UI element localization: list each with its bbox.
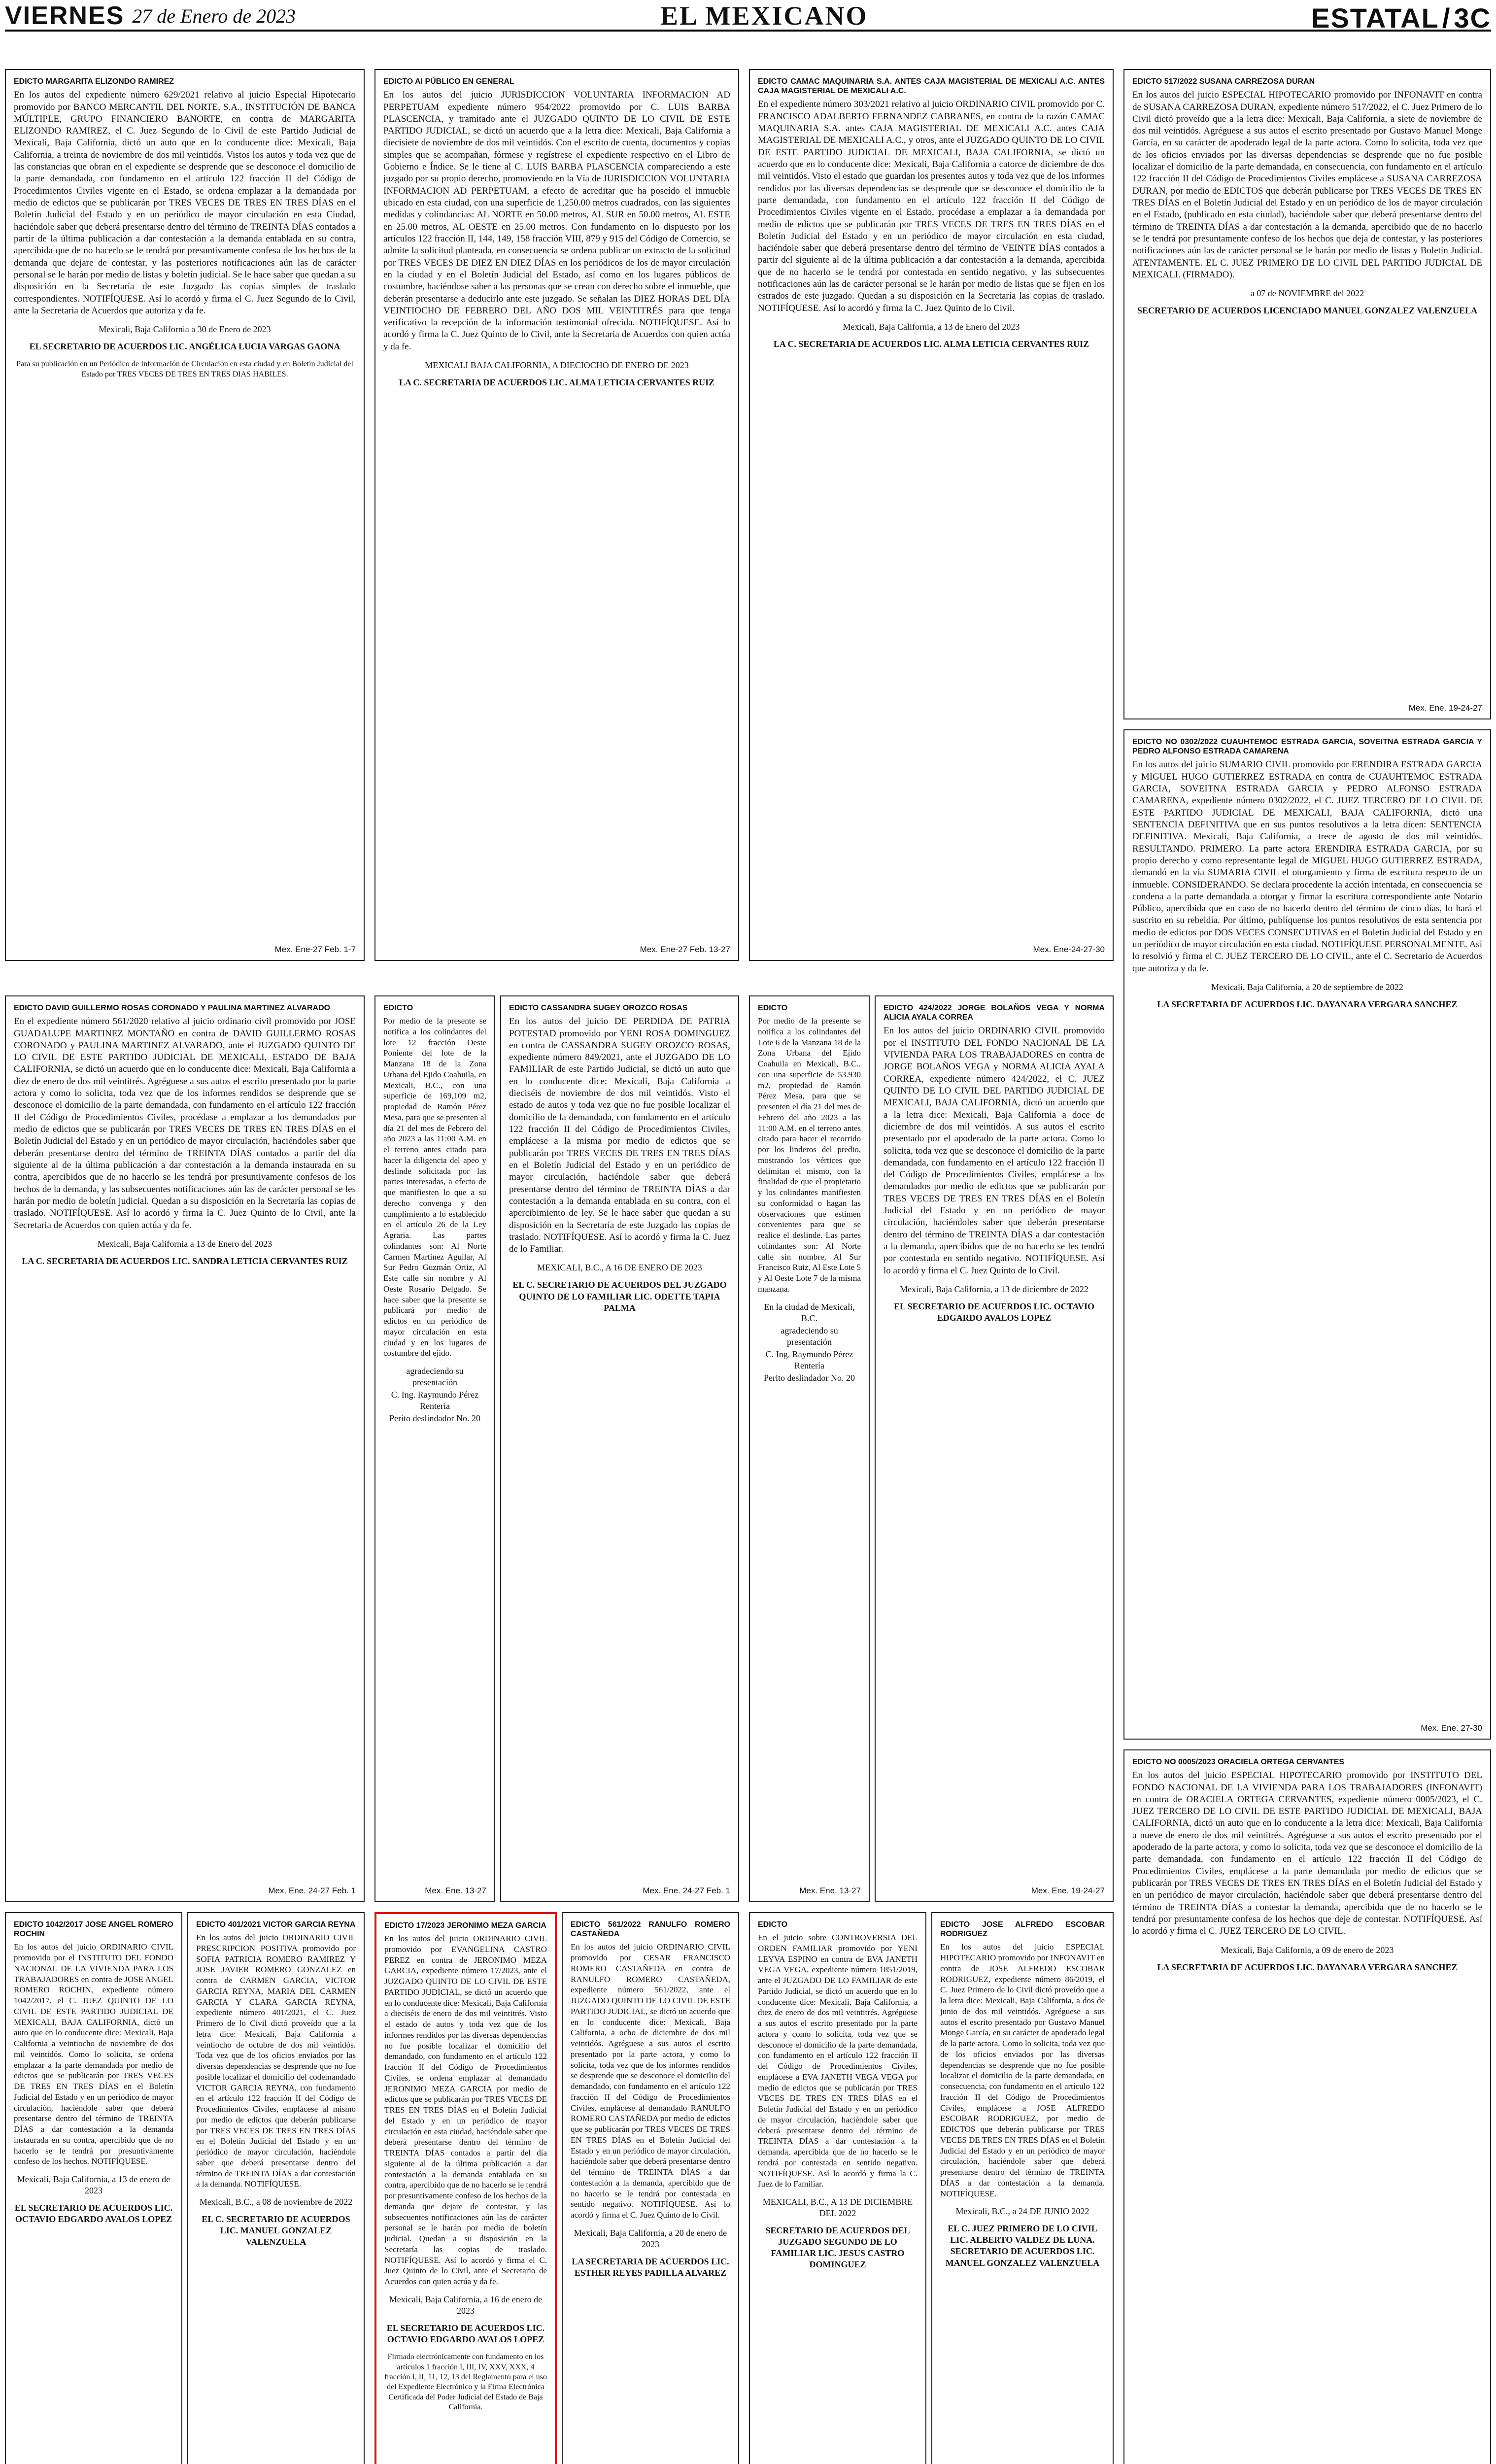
notice-publication-ref: Mex. Ene-24-27-30 bbox=[1033, 945, 1105, 955]
notice-body: En los autos del juicio ORDINARIO CIVIL promovido por el INSTITUTO DEL FONDO NACIONAL DE LA VIVIENDA PARA LOS TRABAJADORES en contra de JOSE ANGEL ROMERO ROCHIN, expediente número 1042/2017, el C. JUEZ QUINTO DE LO CIVIL DE ESTE PARTIDO JUDICIAL DE MEXICALI, BAJA CALIFORNIA, dictó un auto que en lo conducente dice: Mexicali, Baja California a veintiocho de noviembre de dos mil veintidós. Como lo solicita, se ordena emplazar a la parte demandada por medio de edictos que se publicarán por TRES VECES DE TRES EN TRES DÍAS en el Boletín Judicial del Estado y en un periódico de mayor circulación, haciéndole saber que deberá presentarse dentro del término de TREINTA DÍAS a dar contestación a la demanda instaurada en su contra, apercibido que de no hacerlo se le tendrá por presuntivamente confeso de los hechos. NOTIFÍQUESE. bbox=[14, 1942, 173, 2166]
notice-heading: EDICTO AI PÚBLICO EN GENERAL bbox=[383, 77, 514, 86]
notice-body: En los autos del juicio ORDINARIO CIVIL promovido por CESAR FRANCISCO ROMERO CASTAÑEDA en contra de RANULFO ROMERO CASTAÑEDA, expediente número 561/2022, ante el JUZGADO QUINTO DE LO CIVIL DE ESTE PARTIDO JUDICIAL, se dictó un acuerdo que en lo conducente dice: Mexicali, Baja California, a ocho de diciembre de dos mil veintidós. Agréguese a sus autos el escrito presentado por la parte actora, y como lo solicita, toda vez que de los informes rendidos se desprende que se desconoce el domicilio del demandado, con fundamento en el artículo 122 fracción II del Código de Procedimientos Civiles, emplácese al demandado RANULFO ROMERO CASTAÑEDA por medio de edictos que se publicarán por TRES VECES DE TRES EN TRES DÍAS en el Boletín Judicial del Estado y en un periódico de mayor circulación, haciéndole saber que deberá presentarse dentro del término de TREINTA DÍAS a dar contestación a la demanda, apercibido que de no hacerlo se le tendrá por contestada en sentido negativo. NOTIFÍQUESE. Así lo acordó y firma el C. Juez Quinto de lo Civil. bbox=[571, 1942, 730, 2220]
notice-closing-line: a 07 de NOVIEMBRE del 2022 bbox=[1250, 288, 1364, 299]
notice-publication-ref: Mex. Ene-27 Feb. 1-7 bbox=[274, 945, 356, 955]
notice-body: En los autos del juicio ORDINARIO CIVIL promovido por el INSTITUTO DEL FONDO NACIONAL DE LA VIVIENDA PARA LOS TRABAJADORES en contra de JORGE BOLAÑOS VEGA y NORMA ALICIA AYALA CORREA, expediente número 424/2022, el C. JUEZ QUINTO DE LO CIVIL DEL PARTIDO JUDICIAL DE MEXICALI, BAJA CALIFORNIA, dictó un acuerdo que a la letra dice: Mexicali, Baja California a doce de diciembre de dos mil veintidós. A sus autos el escrito presentado por el apoderado de la parte actora. Como lo solicita, toda vez que se desconoce el domicilio de la parte demandada, con fundamento en el artículo 122 fracción II del Código de Procedimientos Civiles, emplácese a los demandados por medio de edictos que se publicarán por TRES VECES DE TRES EN TRES DÍAS en el Boletín Judicial del Estado y en un periódico de mayor circulación, haciéndoles saber que deberán presentarse dentro del término de TREINTA DÍAS a dar contestación a la demanda, apercibidos que de no hacerlo se les tendrá por contestada en sentido negativo. NOTIFÍQUESE. Así lo acordó y firma el C. Juez Quinto de lo Civil. bbox=[884, 1026, 1105, 1276]
notice-closing bbox=[1132, 288, 1482, 299]
notice-closing-line: Mexicali, Baja California, a 13 de enero de 2023 bbox=[17, 2174, 170, 2196]
notice-closing-line: Perito deslindador No. 20 bbox=[764, 1372, 855, 1383]
notice-heading: EDICTO 424/2022 JORGE BOLAÑOS VEGA Y NORMA ALICIA AYALA CORREA bbox=[884, 1004, 1105, 1022]
notice-body: En los autos del expediente número 629/2021 relativo al juicio Especial Hipotecario promovido por BANCO MERCANTIL DEL NORTE, S.A., INSTITUCIÓN DE BANCA MÚLTIPLE, GRUPO FINANCIERO BANORTE, en contra de MARGARITA ELIZONDO RAMIREZ, el C. Juez Segundo de lo Civil de este Partido Judicial de Mexicali, Baja California, dictó un auto que en lo conducente dice: Mexicali, Baja California, a treinta de noviembre de dos mil veintidós. Vistos los autos y toda vez que de las constancias que obran en el expediente se desprende que se desconoce el domicilio de la parte demandada, con fundamento en el artículo 122 fracción II del Código de Procedimientos Civiles vigente en el Estado, se ordena emplazar a la demandada por medio de edictos que se publicarán por TRES VECES DE TRES EN TRES DÍAS en el Boletín Judicial del Estado y en un periódico de mayor circulación en esta Ciudad, haciéndole saber que deberá presentarse dentro del término de TREINTA DÍAS contados a partir de la última publicación a dar contestación a la demanda entablada en su contra, apercibida que de no hacerlo se le tendrá por presuntivamente confesa de los hechos de la demanda que dejare de contestar, y las posteriores notificaciones aún las de carácter personal se le harán por medio de listas y boletín judicial. Se le hace saber que quedan a su disposición en la Secretaría de este Juzgado las copias simples de traslado correspondientes. NOTIFÍQUESE. Así lo acordó y firma el C. Juez Segundo de lo Civil, ante la Secretaria de Acuerdos que autoriza y da fe. bbox=[14, 90, 356, 316]
notice-signature: SECRETARIO DE ACUERDOS DEL JUZGADO SEGUNDO DE LO FAMILIAR LIC. JESUS CASTRO DOMINGUEZ bbox=[765, 2225, 910, 2270]
notice-closing bbox=[14, 2174, 173, 2196]
legal-notice bbox=[875, 995, 1114, 1902]
notice-publication-ref: Mex. Ene. 24-27 Feb. 1 bbox=[268, 1886, 356, 1896]
notice-closing-line: agradeciendo su presentación bbox=[406, 1366, 464, 1388]
notice-publication-ref: Mex. Ene-27 Feb. 13-27 bbox=[640, 945, 730, 955]
page-number: 3C bbox=[1454, 2, 1491, 34]
notice-heading: EDICTO 401/2021 VICTOR GARCIA REYNA bbox=[196, 1920, 356, 1929]
notice-heading: EDICTO 1042/2017 JOSE ANGEL ROMERO ROCHIN bbox=[14, 1920, 173, 1939]
legal-notice bbox=[1123, 1749, 1491, 2464]
notice-closing bbox=[571, 2227, 730, 2250]
notice-closing bbox=[384, 2294, 547, 2317]
notice-closing bbox=[940, 2206, 1105, 2217]
notice-closing bbox=[14, 324, 356, 335]
notice-heading: EDICTO DAVID GUILLERMO ROSAS CORONADO Y PAULINA MARTINEZ ALVARADO bbox=[14, 1004, 331, 1012]
notice-heading: EDICTO NO 0302/2022 CUAUHTEMOC ESTRADA GARCIA, SOVEITNA ESTRADA GARCIA Y PEDRO ALFONSO ESTRADA CAMARENA bbox=[1132, 738, 1482, 756]
notice-closing-line: MEXICALI, B.C., A 13 DE DICIEMBRE DEL 2022 bbox=[762, 2197, 913, 2219]
notice-closing-line: En la ciudad de Mexicali, B.C. bbox=[764, 1301, 855, 1323]
notice-closing-line: Mexicali, B.C., a 24 DE JUNIO 2022 bbox=[955, 2206, 1089, 2217]
notice-body: En los autos del juicio ESPECIAL HIPOTECARIO promovido por INFONAVIT en contra de JOSE ALFREDO ESCOBAR RODRIGUEZ, expediente número 86/2019, el C. Juez Primero de lo Civil dictó proveído que a la letra dice: Mexicali, Baja California, a dos de junio de dos mil veintidós. Agréguese a sus autos el escrito presentado por Gustavo Manuel Monge García, en su carácter de apoderado legal de la parte actora. Como lo solicita, toda vez que de los oficios enviados por las diversas dependencias se desprende que no fue posible localizar el domicilio de la parte demandada, en consecuencia, con fundamento en el artículo 122 fracción II del Código de Procedimientos Civiles, emplácese a JOSE ALFREDO ESCOBAR RODRIGUEZ, por medio de EDICTOS que deberán publicarse por TRES VECES DE TRES EN TRES DÍAS en el Boletín Judicial del Estado y en un periódico de mayor circulación, haciéndole saber que deberá presentarse dentro del término de TREINTA DÍAS a dar contestación a la demanda. NOTIFÍQUESE. bbox=[940, 1942, 1105, 2198]
notice-body: En los autos del juicio ORDINARIO CIVIL promovido por EVANGELINA CASTRO PEREZ en contra de JERONIMO MEZA GARCIA, expediente número 17/2023, ante el JUZGADO QUINTO DE LO CIVIL DE ESTE PARTIDO JUDICIAL, se dictó un acuerdo que en lo conducente dice: Mexicali, Baja California a dieciséis de enero de dos mil veintitrés. Visto el estado de autos y toda vez que de los informes rendidos por las diversas dependencias no fue posible localizar el domicilio del demandado, con fundamento en el artículo 122 fracción II del Código de Procedimientos Civiles, se ordena emplazar al demandado JERONIMO MEZA GARCIA por medio de edictos que se publicarán por TRES VECES DE TRES EN TRES DÍAS en el Boletín Judicial del Estado y en un periódico de mayor circulación en esta ciudad, haciéndole saber que deberá presentarse dentro del término de TREINTA DÍAS contados a partir del día siguiente al de la última publicación a dar contestación a la demanda entablada en su contra, apercibido que de no hacerlo se le tendrá por presuntivamente confeso de los hechos de la demanda que dejare de contestar, y las subsecuentes notificaciones aún las de carácter personal se le harán por medio de boletín judicial. Quedan a su disposición en la Secretaría las copias de traslado. NOTIFÍQUESE. Así lo acordó y firma el C. Juez Quinto de lo Civil, ante el Secretario de Acuerdos con quien actúa y da fe. bbox=[384, 1934, 547, 2287]
notice-extra: Para su publicación en un Periódico de Información de Circulación en esta ciudad y en Boletín Judicial del Estado por TRES VECES DE TRES EN TRES DIAS HABILES. bbox=[16, 360, 353, 378]
legal-notice bbox=[374, 1912, 557, 2464]
notice-body: En el expediente número 303/2021 relativo al juicio ORDINARIO CIVIL promovido por C. FRANCISCO ADALBERTO FERNANDEZ CABRANES, en contra de la razón CAMAC MAQUINARIA S.A. antes CAJA MAGISTERIAL DE MEXICALI A.C. antes CAJA MAGISTERIAL DE MEXICALI A.C., y otros, ante el JUZGADO QUINTO DE LO CIVIL DE ESTE PARTIDO JUDICIAL DE MEXICALI, BAJA CALIFORNIA, se dictó un acuerdo que en lo conducente dice: Mexicali, Baja California a catorce de diciembre de dos mil veintidós. Visto el estado que guardan los presentes autos y toda vez que de los informes rendidos por las diversas dependencias se desprende que se desconoce el domicilio de la parte demandada, con fundamento en el artículo 122 fracción II del Código de Procedimientos Civiles vigente en el Estado, procédase a emplazar a la demandada por medio de edictos que se publicarán por TRES VECES DE TRES EN TRES DÍAS en el Boletín Judicial del Estado y en un periódico de mayor circulación en esta ciudad, haciéndole saber que deberá presentarse dentro del término de VEINTE DÍAS contados a partir del siguiente al de la última publicación a dar contestación a la demanda, apercibida que de no hacerlo se le tendrá por contestada en sentido negativo, y las subsecuentes notificaciones aún las de carácter personal se le harán por medio de listas que se fijen en los estrados de este juzgado. Quedan a su disposición en la Secretaría las copias de traslado. NOTIFÍQUESE. Así lo acordó y firma la C. Juez Quinto de lo Civil. bbox=[758, 99, 1105, 313]
notice-closing-line: Mexicali, Baja California a 13 de Enero del 2023 bbox=[97, 1238, 272, 1249]
notice-heading: EDICTO 17/2023 JERONIMO MEZA GARCIA bbox=[384, 1921, 546, 1930]
legal-notice bbox=[931, 1912, 1114, 2464]
notice-closing bbox=[14, 1238, 356, 1250]
notice-extra: Firmado electrónicamente con fundamento en los artículos 1 fracción I, III, IV, XXV, XXX, 4 fracción I, II, 11, 12, 13 del Reglamento para el uso del Expediente Electrónico y la Firma Electrónica Certificada del Poder Judicial del Estado de Baja California. bbox=[384, 2353, 547, 2412]
notice-signature: EL SECRETARIO DE ACUERDOS LIC. OCTAVIO EDGARDO AVALOS LOPEZ bbox=[14, 2203, 173, 2224]
legal-notice bbox=[1123, 69, 1491, 719]
legal-notice bbox=[5, 69, 365, 961]
notice-closing-line: Mexicali, Baja California, a 13 de diciembre de 2022 bbox=[900, 1284, 1088, 1294]
notice-closing bbox=[758, 1301, 861, 1384]
notice-heading: EDICTO CAMAC MAQUINARIA S.A. ANTES CAJA MAGISTERIAL DE MEXICALI A.C. ANTES CAJA MAGISTERIAL DE MEXICALI A.C. bbox=[758, 77, 1105, 96]
notice-closing-line: MEXICALI BAJA CALIFORNIA, A DIECIOCHO DE ENERO DE 2023 bbox=[425, 360, 689, 371]
legal-notice bbox=[749, 1912, 926, 2464]
notice-heading: EDICTO CASSANDRA SUGEY OROZCO ROSAS bbox=[509, 1004, 688, 1012]
legal-notice bbox=[5, 1912, 182, 2464]
notice-closing-line: agradeciendo su presentación bbox=[781, 1325, 838, 1347]
notice-signature: EL C. JUEZ PRIMERO DE LO CIVIL LIC. ALBERTO VALDEZ DE LUNA. SECRETARIO DE ACUERDOS LIC. MANUEL GONZALEZ VALENZUELA bbox=[945, 2224, 1100, 2268]
notice-publication-ref: Mex. Ene. 19-24-27 bbox=[1408, 703, 1482, 713]
notice-heading: EDICTO MARGARITA ELIZONDO RAMIREZ bbox=[14, 77, 174, 86]
notice-closing-line: C. Ing. Raymundo Pérez Rentería bbox=[391, 1390, 479, 1411]
notice-closing-line: Mexicali, Baja California a 30 de Enero de 2023 bbox=[99, 324, 271, 335]
section-name: ESTATAL bbox=[1311, 2, 1439, 34]
notice-body: En los autos del juicio SUMARIO CIVIL promovido por ERENDIRA ESTRADA GARCIA y MIGUEL HUGO GUTIERREZ ESTRADA en contra de CUAUHTEMOC ESTRADA GARCIA, SOVEITNA ESTRADA GARCIA y PEDRO ALFONSO ESTRADA CAMARENA, expediente número 0302/2022, el C. JUEZ TERCERO DE LO CIVIL DE ESTE PARTIDO JUDICIAL DE MEXICALI, BAJA CALIFORNIA, dictó una SENTENCIA DEFINITIVA que en sus puntos resolutivos a la letra dicen: SENTENCIA DEFINITIVA. Mexicali, Baja California, a trece de agosto de dos mil veintidós. RESULTANDO. PRIMERO. La parte actora ERENDIRA ESTRADA GARCIA, por su propio derecho y como representante legal de MIGUEL HUGO GUTIERREZ ESTRADA, demandó en la vía SUMARIA CIVIL el otorgamiento y firma de escritura respecto de un inmueble. CONSIDERANDO. Se declara procedente la acción intentada, en consecuencia se condena a la parte demandada a otorgar y firmar la escritura correspondiente ante Notario Público, apercibida que en caso de no hacerlo dentro del término de cinco días, lo hará el suscrito en su rebeldía. Por último, publíquense los puntos resolutivos de esta sentencia por medio de edictos por DOS VECES CONSECUTIVAS en el Boletín Judicial del Estado y en un periódico de mayor circulación en esta ciudad. NOTIFÍQUESE PERSONALMENTE. Así lo resolvió y firma el C. JUEZ TERCERO DE LO CIVIL, ante el C. Secretario de Acuerdos que autoriza y da fe. bbox=[1132, 759, 1482, 974]
legal-notice bbox=[187, 1912, 365, 2464]
notice-closing-line: Mexicali, B.C., a 08 de noviembre de 2022 bbox=[199, 2197, 353, 2207]
notice-closing-line: Mexicali, Baja California, a 09 de enero de 2023 bbox=[1221, 1945, 1394, 1955]
notice-body: Por medio de la presente se notifica a los colindantes del lote 12 fracción Oeste Poniente del lote de la Manzana 18 de la Zona Urbana del Ejido Coahuila, en Mexicali, B.C., con una superficie de 169,109 m2, propiedad de Ramón Pérez Mesa, para que se presenten al día 21 del mes de Febrero del año 2023 a las 11:00 A.M. en el terreno antes citado para hacer la diligencia del apeo y deslinde solicitada por las partes interesadas, a efecto de que manifiesten lo que a su derecho convenga y den cumplimiento a lo establecido en el artículo 26 de la Ley Agraria. Las partes colindantes son: Al Norte Carmen Martínez Aguilar, Al Sur Pedro Guzmán Ortiz, Al Este calle sin nombre y Al Oeste Rosario Delgado. Se hace saber que la presente se publicará por medio de edictos en un periódico de mayor circulación en esta ciudad y en los lugares de costumbre del ejido. bbox=[383, 1016, 486, 1358]
notice-body: En los autos del juicio ESPECIAL HIPOTECARIO promovido por INSTITUTO DEL FONDO NACIONAL DE LA VIVIENDA PARA LOS TRABAJADORES (INFONAVIT) en contra de ORACIELA ORTEGA CERVANTES, expediente número 0005/2023, el C. JUEZ TERCERO DE LO CIVIL DE ESTE PARTIDO JUDICIAL DE MEXICALI, BAJA CALIFORNIA, dictó un auto que en lo conducente a la letra dice: Mexicali, Baja California a nueve de enero de dos mil veintitrés. Agréguese a sus autos el escrito presentado por el apoderado de la parte actora, y como lo solicita, toda vez que se desconoce el domicilio de la parte demandada, con fundamento en el artículo 122 fracción II del Código de Procedimientos Civiles, emplácese a la parte demandada por medio de edictos que se publicarán por TRES VECES DE TRES EN TRES DÍAS en el Boletín Judicial del Estado y en un periódico de mayor circulación, haciéndole saber que deberá presentarse dentro del término de TREINTA DÍAS a contestar la demanda, apercibida que de no hacerlo se le tendrá por presuntamente confesa de los hechos que deje de contestar. NOTIFÍQUESE. Así lo acordó y firma el C. JUEZ TERCERO DE LO CIVIL. bbox=[1132, 1770, 1482, 1937]
notice-signature: LA C. SECRETARIA DE ACUERDOS LIC. SANDRA LETICIA CERVANTES RUIZ bbox=[22, 1256, 348, 1266]
notice-closing bbox=[758, 2196, 918, 2219]
notice-signature: SECRETARIO DE ACUERDOS LICENCIADO MANUEL GONZALEZ VALENZUELA bbox=[1137, 306, 1478, 316]
masthead-section: ESTATAL / 3C bbox=[1311, 2, 1491, 34]
notice-signature: LA C. SECRETARIA DE ACUERDOS LIC. ALMA LETICIA CERVANTES RUIZ bbox=[773, 339, 1089, 349]
notice-heading: EDICTO bbox=[758, 1920, 788, 1929]
notice-signature: EL SECRETARIO DE ACUERDOS LIC. ANGÉLICA LUCIA VARGAS GAONA bbox=[29, 342, 340, 352]
notice-signature: EL C. SECRETARIO DE ACUERDOS DEL JUZGADO QUINTO DE LO FAMILIAR LIC. ODETTE TAPIA PALMA bbox=[512, 1280, 727, 1313]
notice-closing-line: Mexicali, Baja California, a 13 de Enero del 2023 bbox=[843, 322, 1020, 332]
notice-closing bbox=[758, 321, 1105, 333]
notice-signature: EL SECRETARIO DE ACUERDOS LIC. OCTAVIO EDGARDO AVALOS LOPEZ bbox=[893, 1301, 1095, 1323]
masthead bbox=[5, 2, 1491, 32]
legal-notice bbox=[749, 995, 870, 1902]
notice-body: En el juicio sobre CONTROVERSIA DEL ORDEN FAMILIAR promovido por YENI LEYVA ESPINO en contra de EVA JANETH VEGA VEGA, expediente número 1851/2019, ante el JUZGADO DE LO FAMILIAR de este Partido Judicial, se dictó un acuerdo que en lo conducente dice: Mexicali, Baja California, a diez de enero de dos mil veintitrés. Agréguese a sus autos el escrito presentado por la parte actora y como lo solicita, toda vez que se desconoce el domicilio de la parte demandada, con fundamento en el artículo 122 fracción II del Código de Procedimientos Civiles, emplácese a EVA JANETH VEGA VEGA por medio de edictos que se publicarán por TRES VECES DE TRES EN TRES DÍAS en el Boletín Judicial del Estado y en un periódico de mayor circulación, haciéndole saber que deberá presentarse dentro del término de TREINTA DÍAS a dar contestación a la demanda, apercibida que de no hacerlo se le tendrá por contestada en sentido negativo. NOTIFÍQUESE. Así lo acordó y firma la C. Juez de lo Familiar. bbox=[758, 1933, 918, 2189]
legal-notice bbox=[749, 69, 1114, 961]
legal-notice bbox=[374, 995, 495, 1902]
notice-publication-ref: Mex. Ene. 27-30 bbox=[1421, 1723, 1482, 1733]
notice-signature: LA C. SECRETARIA DE ACUERDOS LIC. ALMA LETICIA CERVANTES RUIZ bbox=[399, 377, 715, 388]
legal-notice bbox=[500, 995, 739, 1902]
notice-heading: EDICTO bbox=[758, 1004, 788, 1012]
notice-closing bbox=[196, 2196, 356, 2208]
notice-signature: LA SECRETARIA DE ACUERDOS LIC. DAYANARA VERGARA SANCHEZ bbox=[1157, 999, 1458, 1010]
legal-notice bbox=[374, 69, 739, 961]
notice-heading: EDICTO 561/2022 RANULFO ROMERO CASTAÑEDA bbox=[571, 1920, 730, 1939]
notice-publication-ref: Mex. Ene. 19-24-27 bbox=[1031, 1886, 1105, 1896]
notice-closing bbox=[383, 1366, 486, 1424]
notice-heading: EDICTO 517/2022 SUSANA CARREZOSA DURAN bbox=[1132, 77, 1315, 86]
notice-closing-line: MEXICALI, B.C., A 16 DE ENERO DE 2023 bbox=[537, 1263, 702, 1273]
masthead-day: VIERNES bbox=[5, 1, 125, 30]
notice-closing bbox=[884, 1284, 1105, 1295]
notice-closing bbox=[1132, 982, 1482, 993]
notice-closing-line: Mexicali, Baja California, a 20 de enero de 2023 bbox=[574, 2227, 727, 2249]
notice-signature: EL C. SECRETARIO DE ACUERDOS LIC. MANUEL GONZALEZ VALENZUELA bbox=[202, 2214, 350, 2247]
notice-signature: EL SECRETARIO DE ACUERDOS LIC. OCTAVIO EDGARDO AVALOS LOPEZ bbox=[386, 2323, 545, 2345]
notice-closing bbox=[1132, 1945, 1482, 1956]
masthead-paper-name: EL MEXICANO bbox=[660, 1, 868, 31]
notice-closing-line: Mexicali, Baja California, a 20 de septiembre de 2022 bbox=[1211, 982, 1403, 992]
notice-closing-line: Mexicali, Baja California, a 16 de enero de 2023 bbox=[389, 2294, 543, 2316]
notice-publication-ref: Mex. Ene. 13-27 bbox=[799, 1886, 861, 1896]
notice-publication-ref: Mex. Ene. 24-27 Feb. 1 bbox=[643, 1886, 730, 1896]
notice-closing bbox=[509, 1262, 730, 1273]
legal-notice bbox=[1123, 729, 1491, 1740]
notice-heading: EDICTO bbox=[383, 1004, 413, 1012]
notice-body: En los autos del juicio DE PERDIDA DE PATRIA POTESTAD promovido por YENI ROSA DOMINGUEZ en contra de CASSANDRA SUGEY OROZCO ROSAS, expediente número 849/2021, ante el JUZGADO DE LO FAMILIAR de este Partido Judicial, se dictó un auto que en lo conducente dice: Mexicali, Baja California a dieciséis de noviembre de dos mil veintidós. Visto el estado de autos y toda vez que no fue posible localizar el domicilio de la demandada, con fundamento en el artículo 122 fracción II del Código de Procedimientos Civiles, emplácese a la misma por medio de edictos que se publicarán por TRES VECES DE TRES EN TRES DÍAS en el Boletín Judicial del Estado y en un periódico de mayor circulación, haciéndole saber que deberá presentarse dentro del término de TREINTA DÍAS a dar contestación a la demanda entablada en su contra, con el apercibimiento de ley. Se le hace saber que quedan a su disposición en la Secretaría de este Juzgado las copias de traslado. NOTIFÍQUESE. Así lo acordó y firma la C. Juez de lo Familiar. bbox=[509, 1016, 730, 1255]
notice-closing-line: C. Ing. Raymundo Pérez Rentería bbox=[765, 1349, 853, 1370]
legal-notice bbox=[5, 995, 365, 1902]
notice-closing bbox=[383, 360, 730, 371]
notice-body: En los autos del juicio JURISDICCION VOLUNTARIA INFORMACION AD PERPETUAM expediente número 954/2022 promovido por C. LUIS BARBA PLASCENCIA, y tramitado ante el JUZGADO QUINTO DE LO CIVIL DE ESTE PARTIDO JUDICIAL, se dictó un acuerdo que a la letra dice: Mexicali, Baja California a diecisiete de noviembre de dos mil veintidós. Con el escrito de cuenta, documentos y copias simples que se acompañan, fórmese y regístrese el expediente respectivo en el Libro de Gobierno e Índice. Se le tiene al C. LUIS BARBA PLASCENCIA compareciendo a este juzgado por su propio derecho, promoviendo en la Vía de JURISDICCION VOLUNTARIA INFORMACION AD PERPETUAM, a efecto de acreditar que ha poseído el inmueble ubicado en esta ciudad, con una superficie de 1,250.00 metros cuadrados, con las siguientes medidas y colindancias: AL NORTE en 50.00 metros, AL SUR en 50.00 metros, AL ESTE en 25.00 metros, AL OESTE en 25.00 metros. Con fundamento en lo dispuesto por los artículos 122 fracción II, 144, 149, 158 fracción VIII, 879 y 915 del Código de Comercio, se admite la solicitud planteada, en consecuencia se ordena publicar un extracto de la solicitud por TRES VECES DE DIEZ EN DIEZ DÍAS en los periódicos de los de mayor circulación en la ciudad y en el Boletín Judicial del Estado, así como en los lugares públicos de costumbre, haciéndose saber a las personas que se crean con derecho sobre el inmueble, que deberán presentarse a deducirlo ante este juzgado. Se señalan las DIEZ HORAS DEL DÍA VEINTIOCHO DE FEBRERO DEL AÑO DOS MIL VEINTITRÉS para que tenga verificativo la recepción de la información testimonial ofrecida. NOTIFÍQUESE. Así lo acordó y firma la C. Juez Quinto de lo Civil, ante la Secretaria de Acuerdos con quien actúa y da fe. bbox=[383, 90, 730, 352]
notice-signature: LA SECRETARIA DE ACUERDOS LIC. ESTHER REYES PADILLA ALVAREZ bbox=[572, 2256, 729, 2278]
notice-publication-ref: Mex. Ene. 13-27 bbox=[425, 1886, 486, 1896]
notice-body: Por medio de la presente se notifica a los colindantes del Lote 6 de la Manzana 18 de la Zona Urbana del Ejido Coahuila en Mexicali, B.C., con una superficie de 53.930 m2, propiedad de Ramón Pérez Mesa, para que se presenten el día 21 del mes de Febrero del año 2023 a las 11:00 A.M. en el terreno antes citado para hacer el recorrido por los linderos del predio, mostrando los vértices que delimitan el mismo, con la finalidad de que el propietario y los colindantes manifiesten su conformidad o hagan las observaciones que estimen convenientes para que se realice el deslinde. Las partes colindantes son: Al Norte calle sin nombre, Al Sur Francisco Ruiz, Al Este Lote 5 y Al Oeste Lote 7 de la misma manzana. bbox=[758, 1016, 861, 1294]
notice-body: En los autos del juicio ORDINARIO CIVIL PRESCRIPCION POSITIVA promovido por SOFIA PATRICIA ROMERO RAMIREZ Y JOSE JAVIER ROMERO GONZALEZ en contra de CARMEN GARCIA, VICTOR GARCIA REYNA, MARIA DEL CARMEN GARCIA Y CLARA GARCIA REYNA, expediente número 401/2021, el C. Juez Primero de lo Civil dictó proveído que a la letra dice: Mexicali, Baja California a veintiocho de octubre de dos mil veintidós. Toda vez que de los oficios enviados por las diversas dependencias se desprende que no fue posible localizar el domicilio del codemandado VICTOR GARCIA REYNA, con fundamento en el artículo 122 fracción II del Código de Procedimientos Civiles, emplácese al mismo por medio de edictos que deberán publicarse por TRES VECES DE TRES EN TRES DÍAS en el Boletín Judicial del Estado y en un periódico de mayor circulación, haciéndole saber que deberá presentarse dentro del término de TREINTA DÍAS a dar contestación a la demanda. NOTIFÍQUESE. bbox=[196, 1933, 356, 2189]
notice-body: En el expediente número 561/2020 relativo al juicio ordinario civil promovido por JOSE GUADALUPE MARTINEZ MONTAÑO en contra de DAVID GUILLERMO ROSAS CORONADO y PAULINA MARTINEZ ALVARADO, ante el JUZGADO QUINTO DE LO CIVIL DE ESTE PARTIDO JUDICIAL DE MEXICALI, ESTADO DE BAJA CALIFORNIA, se dictó un acuerdo que en lo conducente dice: Mexicali, Baja California a diez de enero de dos mil veintitrés. Agréguese a sus autos el escrito presentado por la parte actora y como lo solicita, toda vez que de los informes rendidos se desprende que se desconoce el domicilio de la parte demandada, con fundamento en el artículo 122 fracción II del Código de Procedimientos Civiles, procédase a emplazar a los demandados por medio de edictos que se publicarán por TRES VECES DE TRES EN TRES DÍAS en el Boletín Judicial del Estado y en un periódico de mayor circulación, haciéndoles saber que deberán presentarse dentro del término de TREINTA DÍAS contados a partir del día siguiente al de la última publicación a dar contestación a la demanda instaurada en su contra, apercibidos que de no hacerlo se les tendrá por presuntivamente confesos de los hechos de la demanda, y las subsecuentes notificaciones aún las de carácter personal se les harán por medio de boletín judicial. Quedan a su disposición en la Secretaría las copias de traslado. NOTIFÍQUESE. Así lo acordó y firma la C. Juez Quinto de lo Civil, ante la Secretaria de Acuerdos con quien actúa y da fe. bbox=[14, 1016, 356, 1231]
notice-signature: LA SECRETARIA DE ACUERDOS LIC. DAYANARA VERGARA SANCHEZ bbox=[1157, 1962, 1458, 1972]
notice-heading: EDICTO JOSE ALFREDO ESCOBAR RODRIGUEZ bbox=[940, 1920, 1105, 1939]
notice-body: En los autos del juicio ESPECIAL HIPOTECARIO promovido por INFONAVIT en contra de SUSANA CARREZOSA DURAN, expediente número 517/2022, el C. Juez Primero de lo Civil dictó proveído que a la letra dice: Mexicali, Baja California, a siete de noviembre de dos mil veintidós. Agréguese a sus autos el escrito presentado por Gustavo Manuel Monge García, en su carácter de apoderado legal de la parte actora. Como lo solicita, toda vez que de los oficios enviados por las diversas dependencias se desprende que no fue posible localizar el domicilio de la parte demandada, en consecuencia, con fundamento en el artículo 122 fracción II del Código de Procedimientos Civiles emplácese a SUSANA CARREZOSA DURAN, por medio de EDICTOS que deberán publicarse por TRES VECES DE TRES EN TRES DÍAS en el Boletín Judicial del Estado y en un periódico de los de mayor circulación en el Estado, (publicado en esta ciudad), haciéndole saber que deberá presentarse dentro del término de TREINTA DÍAS a dar contestación a la demanda, apercibido que de no hacerlo se le tendrá por presuntamente confeso de los hechos que deja de contestar, y las posteriores notificaciones aún las de carácter personal se le harán por medio de listas y Boletín Judicial. ATENTAMENTE. EL C. JUEZ PRIMERO DE LO CIVIL DEL PARTIDO JUDICIAL DE MEXICALI. (FIRMADO). bbox=[1132, 90, 1482, 280]
masthead-date: 27 de Enero de 2023 bbox=[132, 4, 296, 27]
notice-closing-line: Perito deslindador No. 20 bbox=[389, 1413, 480, 1424]
notice-heading: EDICTO NO 0005/2023 ORACIELA ORTEGA CERVANTES bbox=[1132, 1758, 1345, 1766]
legal-notice bbox=[562, 1912, 739, 2464]
